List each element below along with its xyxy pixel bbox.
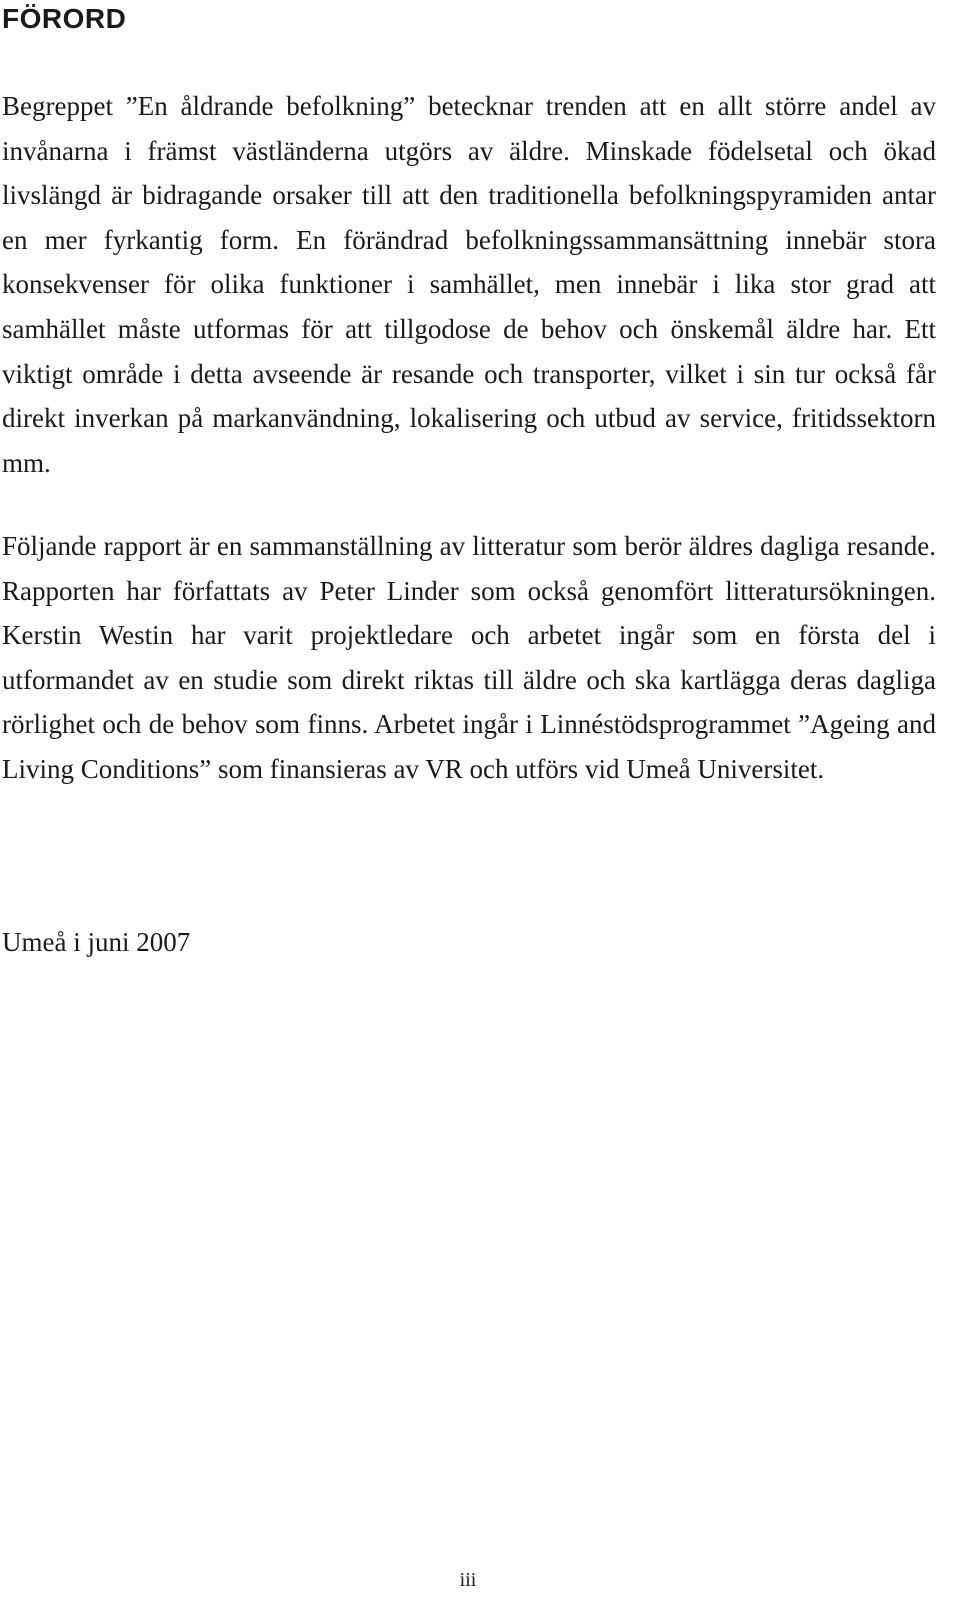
place-and-date: Umeå i juni 2007 [2, 927, 191, 957]
body-paragraph-1: Begreppet ”En åldrande befolkning” betecknar trenden att en allt större andel av invånarna i främst västländerna utgörs av äldre. Minskade födelsetal och ökad livslängd är bidragande orsaker till att den traditionella befolkningspyramiden antar en mer fyrkantig form. En förändrad befolkningssammansättning innebär stora konsekvenser för olika funktioner i samhället, men innebär i lika stor grad att samhället måste utformas för att tillgodose de behov och önskemål äldre har. Ett viktigt område i detta avseende är resande och transporter, vilket i sin tur också får direkt inverkan på markanvändning, lokalisering och utbud av service, fritidssektorn mm. [2, 91, 936, 478]
body-paragraph-2: Följande rapport är en sammanställning av litteratur som berör äldres dagliga resande. Rapporten har författats av Peter Linder som också genomfört litteratursökningen. Kerstin Westin har varit projektledare och arbetet ingår som en första del i utformandet av en studie som direkt riktas till äldre och ska kartlägga deras dagliga rörlighet och de behov som finns. Arbetet ingår i Linnéstödsprogrammet ”Ageing and Living Conditions” som finansieras av VR och utförs vid Umeå Universitet. [2, 531, 936, 784]
page-number: iii [459, 1569, 477, 1591]
page-title: FÖRORD [2, 3, 127, 34]
